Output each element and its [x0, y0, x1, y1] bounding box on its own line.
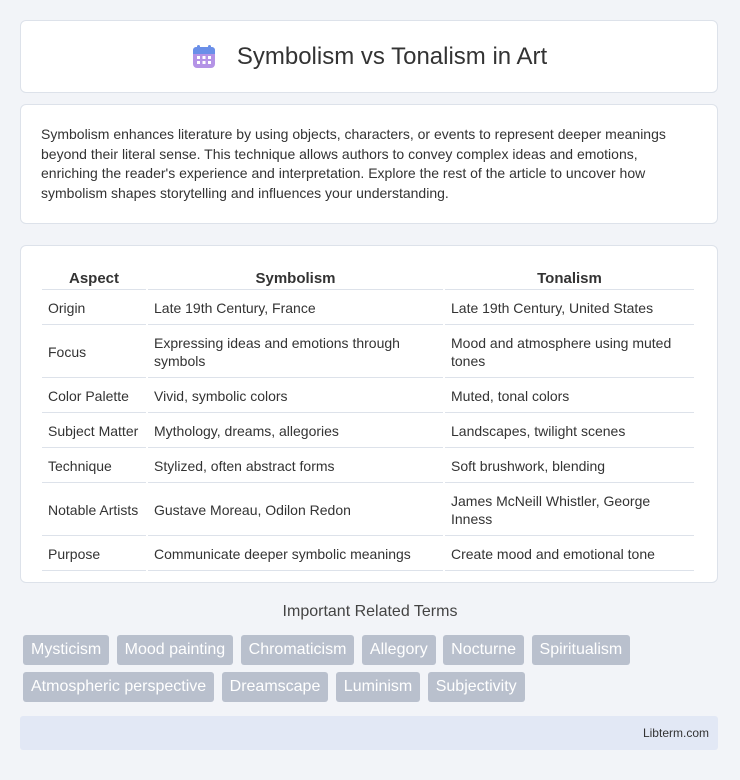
table-cell: Create mood and emotional tone	[445, 538, 694, 571]
table-cell: Landscapes, twilight scenes	[445, 415, 694, 448]
table-cell: Late 19th Century, United States	[445, 292, 694, 325]
page-title: Symbolism vs Tonalism in Art	[236, 42, 548, 70]
table-cell: Mood and atmosphere using muted tones	[445, 327, 694, 378]
table-row	[42, 327, 694, 378]
table-cell: Technique	[42, 450, 146, 483]
table-cell: Soft brushwork, blending	[445, 450, 694, 483]
related-terms-title: Important Related Terms	[282, 603, 458, 620]
tag-dreamscape[interactable]: Dreamscape	[222, 672, 329, 702]
tag-subjectivity[interactable]: Subjectivity	[428, 672, 525, 702]
intro-card	[20, 104, 718, 224]
tag-atmospheric-perspective[interactable]: Atmospheric perspective	[23, 672, 214, 702]
table-row	[42, 380, 694, 413]
table-cell: Color Palette	[42, 380, 146, 413]
table-cell: Purpose	[42, 538, 146, 571]
header-tonalism: Tonalism	[445, 266, 694, 290]
table-row	[42, 292, 694, 325]
table-cell: Gustave Moreau, Odilon Redon	[148, 485, 443, 536]
table-header-row	[42, 266, 694, 290]
table-row	[42, 538, 694, 571]
table-cell: Vivid, symbolic colors	[148, 380, 443, 413]
tag-luminism[interactable]: Luminism	[336, 672, 420, 702]
table-cell: James McNeill Whistler, George Inness	[445, 485, 694, 536]
comparison-table	[40, 264, 696, 573]
table-row	[42, 485, 694, 536]
table-cell: Subject Matter	[42, 415, 146, 448]
related-terms-tags	[23, 635, 723, 709]
table-row	[42, 450, 694, 483]
header-symbolism: Symbolism	[148, 266, 443, 290]
table-cell: Late 19th Century, France	[148, 292, 443, 325]
tag-nocturne[interactable]: Nocturne	[443, 635, 524, 665]
table-cell: Focus	[42, 327, 146, 378]
table-cell: Notable Artists	[42, 485, 146, 536]
intro-paragraph: Symbolism enhances literature by using objects, characters, or events to represent deeper meanings beyond their literal sense. This technique allows authors to convey complex ideas and emotions, enriching the reader's experience and interpretation. Explore the rest of the article to uncover how symbolism shapes storytelling and influences your understanding.	[41, 126, 666, 201]
table-row	[42, 415, 694, 448]
tag-spiritualism[interactable]: Spiritualism	[532, 635, 631, 665]
tag-mysticism[interactable]: Mysticism	[23, 635, 109, 665]
title-card	[20, 20, 718, 93]
tag-allegory[interactable]: Allegory	[362, 635, 436, 665]
calendar-icon	[191, 44, 217, 70]
table-cell: Expressing ideas and emotions through symbols	[148, 327, 443, 378]
footer	[20, 716, 718, 750]
table-cell: Stylized, often abstract forms	[148, 450, 443, 483]
table-cell: Communicate deeper symbolic meanings	[148, 538, 443, 571]
comparison-table-card	[20, 245, 718, 583]
table-cell: Muted, tonal colors	[445, 380, 694, 413]
table-cell: Origin	[42, 292, 146, 325]
table-cell: Mythology, dreams, allegories	[148, 415, 443, 448]
footer-site-link[interactable]: Libterm.com	[642, 726, 709, 740]
header-aspect: Aspect	[42, 266, 146, 290]
tag-chromaticism[interactable]: Chromaticism	[241, 635, 355, 665]
tag-mood-painting[interactable]: Mood painting	[117, 635, 234, 665]
